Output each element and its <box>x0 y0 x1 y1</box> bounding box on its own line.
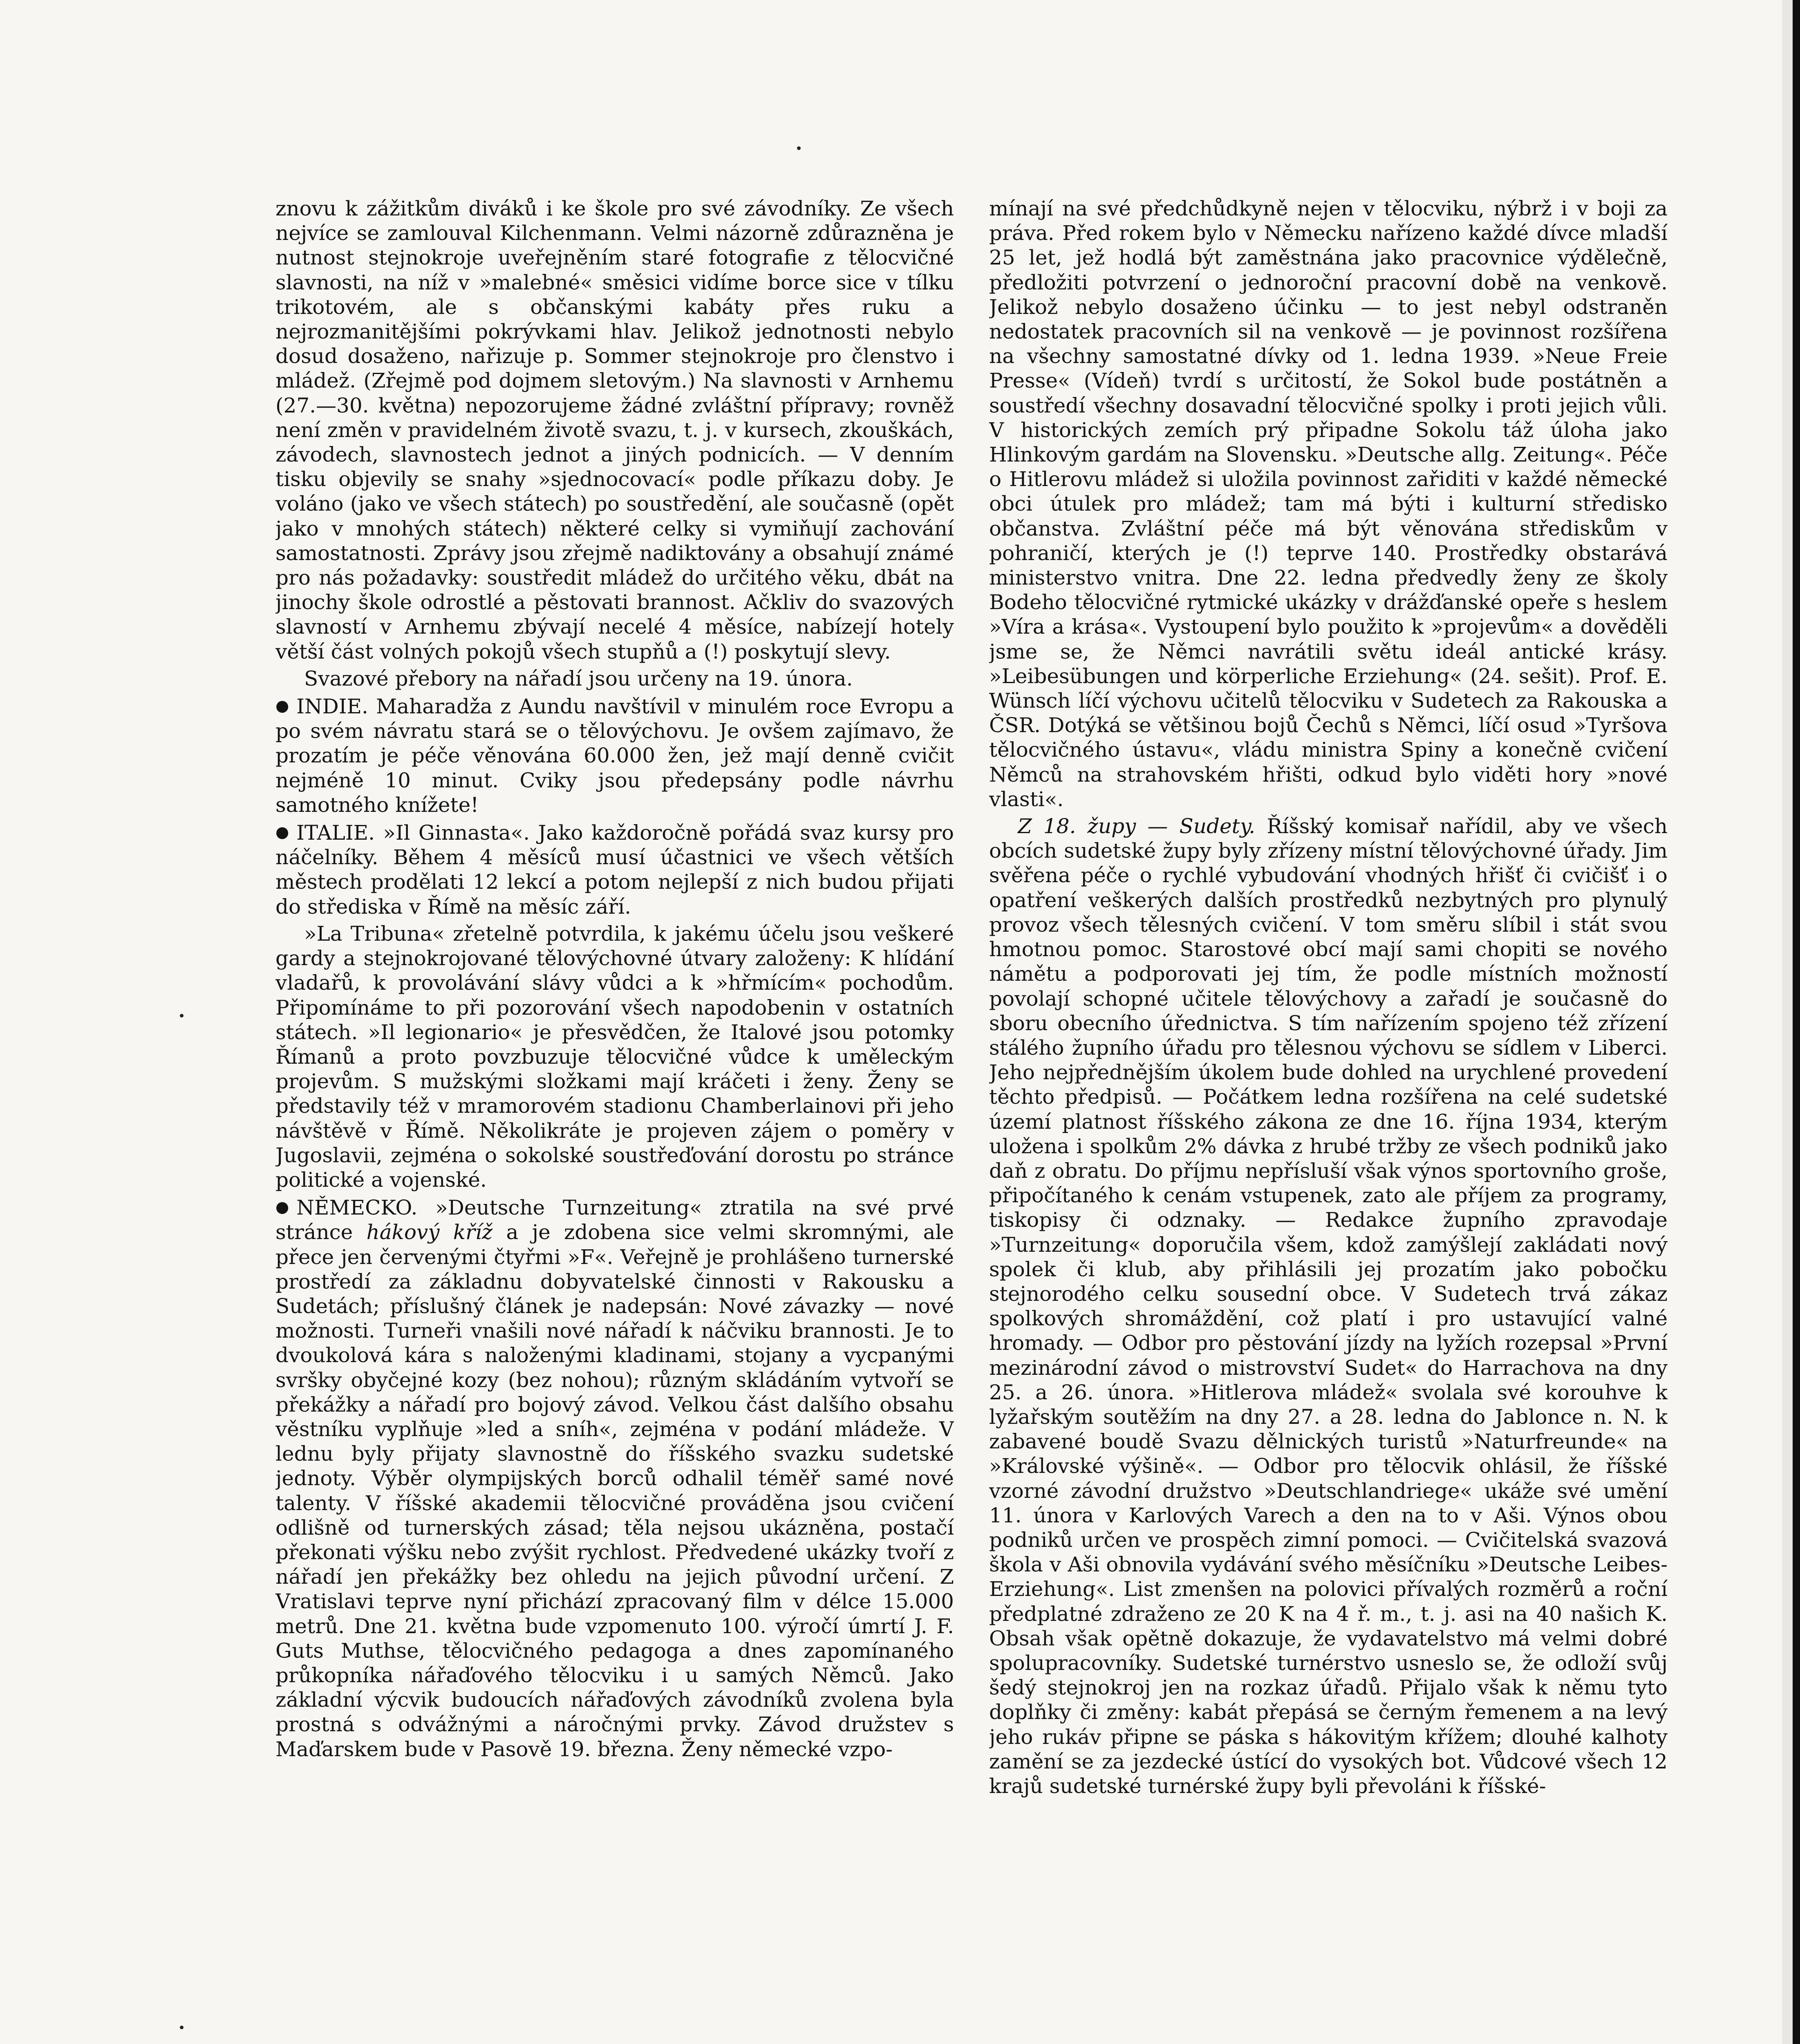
section-text: »Deutsche Turnzeitung« ztratila na své prvé stránce <box>275 1196 954 1244</box>
print-speck <box>180 2026 184 2029</box>
emphasis-text: hákový kříž <box>366 1220 493 1244</box>
paragraph: mínají na své předchůdkyně nejen v tělocviku, nýbrž i v boji za práva. Před rokem bylo v Německu nařízeno každé dívce mladší 25 let, jež hodlá být zaměstnána jako pracovnice výdělečně, předložiti potvrzení o jednoroční pracovní době na venkově. Jelikož nebylo dosaženo účinku — to jest nebyl odstraněn nedostatek pracovních sil na venkově — je povinnost rozšířena na všechny samostatné dívky od 1. ledna 1939. »Neue Freie Presse« (Vídeň) tvrdí s určitostí, že Sokol bude postátněn a soustředí všechny dosavadní tělocvičné spolky i proti jejich vůli. V historických zemích prý připadne Sokolu táž úloha jako Hlinkovým gardám na Slovensku. »Deutsche allg. Zeitung«. Péče o Hitlerovu mládež si uložila povinnost zařiditi v každé německé obci útulek pro mládež; tam má býti i kulturní středisko občanstva. Zvláštní péče má být věnována střediskům v pohraničí, kterých je (!) teprve 140. Prostředky obstarává ministerstvo vnitra. Dne 22. ledna předvedly ženy ze školy Bodeho tělocvičné rytmické ukázky v drážďanské opeře s heslem »Víra a krása«. Vystoupení bylo použito k »projevům« a dověděli jsme se, že Němci navrátili světu ideál antické krásy. »Leibesübungen und körperliche Erziehung« (24. sešit). Prof. E. Wünsch líčí výchovu učitelů tělocviku v Sudetech za Rakouska a ČSR. Dotýká se většinou bojů Čechů s Němci, líčí osud »Tyršova tělocvičného ústavu«, vládu ministra Spiny a konečně cvičení Němců na strahovském hřišti, odkud bylo viděti hory »nové vlasti«. <box>989 197 1668 811</box>
paragraph: Svazové přebory na nářadí jsou určeny na 19. února. <box>304 666 853 690</box>
section-text: »Il Ginnasta«. Jako každoročně pořádá svaz kursy pro náčelníky. Během 4 měsíců musí účastnici ve všech větších městech prodělati 12 lekcí a potom nejlepší z nich budou přijati do střediska v Římě na měsíc září. <box>275 821 954 919</box>
section-heading: ITALIE. <box>296 821 375 845</box>
bullet-icon: ● <box>275 697 289 715</box>
section-india <box>275 693 954 817</box>
left-column <box>275 196 954 2044</box>
page-edge <box>1793 0 1800 2044</box>
section-germany <box>275 1195 954 1762</box>
paragraph: »La Tribuna« zřetelně potvrdila, k jakému účelu jsou veškeré gardy a stejnokrojované tělovýchovné útvary založeny: K hlídání vladařů, k provolávání slávy vůdci a k »hřmícím« pochodům. Připomínáme to při pozorování všech napodobenin v ostatních státech. »Il legionario« je přesvědčen, že Italové jsou potomky Římanů a proto povzbuzuje tělocvičné vůdce k uměleckým projevům. S mužskými složkami mají kráčeti i ženy. Ženy se představily též v mramorovém stadionu Chamberlainovi při jeho návštěvě v Římě. Několikráte je projeven zájem o poměry v Jugoslavii, zejména o sokolské soustřeďování dorostu po stránce politické a vojenské. <box>275 921 954 1192</box>
section-text: a je zdobena sice velmi skromnými, ale přece jen červenými čtyřmi »F«. Veřejně je prohlášeno turnerské prostředí za základnu dobyvatelské činnosti v Rakousku a Sudetách; příslušný článek je nadepsán: Nové závazky — nové možnosti. Turneři vnašili nové nářadí k náčviku brannosti. Je to dvoukolová kára s naloženými kladinami, stojany a vycpanými svršky obyčejné kozy (bez nohou); různým skládáním vytvoří se překážky a nářadí pro bojový závod. Velkou část dalšího obsahu věstníku vyplňuje »led a sníh«, zejména v podání mládeže. V lednu byly přijaty slavnostně do říšského svazku sudetské jednoty. Výběr olympijských borců odhalil téměř samé nové talenty. V říšské akademii tělocvičné prováděna jsou cvičení odlišně od turnerských zásad; těla nejsou ukázněna, postačí překonati výšku nebo zvýšit rychlost. Předvedené ukázky tvoří z nářadí jen překážky bez ohledu na jejich původní určení. Z Vratislavi teprve nyní přichází zpracovaný film v délce 15.000 metrů. Dne 21. května bude vzpomenuto 100. výročí úmrtí J. F. Guts Muthse, tělocvičného pedagoga a dnes zapomínaného průkopníka nářaďového tělocviku i u samých Němců. Jako základní výcvik budoucích nářaďových závodníků zvolena byla prostná s odvážnými a náročnými prvky. Závod družstev s Maďarskem bude v Pasově 19. března. Ženy německé vzpo- <box>275 1220 954 1761</box>
print-speck <box>797 146 801 150</box>
paragraph: znovu k zážitkům diváků i ke škole pro své závodníky. Ze všech nejvíce se zamlouval Kilchenmann. Velmi názorně zdůrazněna je nutnost stejnokroje uveřejněním staré fotografie z tělocvičné slavnosti, na níž v »malebné« směsici vidíme borce sice v tílku trikotovém, ale s občanskými kabáty přes ruku a nejrozmanitějšími pokrývkami hlav. Jelikož jednotnosti nebylo dosud dosaženo, nařizuje p. Sommer stejnokroje pro členstvo i mládež. (Zřejmě pod dojmem sletovým.) Na slavnosti v Arnhemu (27.—30. května) nepozorujeme žádné zvláštní přípravy; rovněž není změn v pravidelném životě svazu, t. j. v kursech, zkouškách, závodech, slavnostech jednot a jiných podnicích. — V denním tisku objevily se snahy »sjednocovací« podle příkazu doby. Je voláno (jako ve všech státech) po soustředění, ale současně (opět jako v mnohých státech) některé celky si vymiňují zachování samostatnosti. Zprávy jsou zřejmě nadiktovány a obsahují známé pro nás požadavky: soustředit mládež do určitého věku, dbát na jinochy škole odrostlé a pěstovati brannost. Ačkliv do svazových slavností v Arnhemu zbývají necelé 4 měsíce, nabízejí hotely větší část volných pokojů všech stupňů a (!) poskytují slevy. <box>275 197 954 663</box>
section-heading: INDIE. <box>296 695 368 719</box>
section-text: Maharadža z Aundu navštívil v minulém roce Evropu a po svém návratu stará se o tělovýchovu. Je ovšem zajímavo, že prozatím je péče věnována 60.000 žen, jež mají denně cvičit nejméně 10 minut. Cviky jsou předepsány podle návrhu samotného knížete! <box>275 695 954 817</box>
print-speck <box>180 1014 184 1018</box>
page-edge-shadow <box>1782 0 1793 2044</box>
section-text: Říšský komisař nařídil, aby ve všech obcích sudetské župy byly zřízeny místní tělovýchovné úřady. Jim svěřena péče o rychlé vybudování vhodných hřišť či cvičišť i o opatření veškerých dalších prostředků nezbytných pro plynulý provoz všech tělesných cvičení. V tom směru slíbil i stát svou hmotnou pomoc. Starostové obcí mají sami chopiti se nového námětu a podporovati jej tím, že podle místních možností povolají schopné učitele tělovýchovy a zařadí je současně do sboru obecního úřednictva. S tím nařízením spojeno též zřízení stálého župního úřadu pro tělesnou výchovu se sídlem v Liberci. Jeho nejpřednějším úkolem bude dohled na urychlené provedení těchto předpisů. — Počátkem ledna rozšířena na celé sudetské území platnost říšského zákona ze dne 16. října 1934, kterým uložena i spolkům 2% dávka z hrubé tržby ze všech podniků jako daň z obratu. Do příjmu nepřísluší však výnos sportovního groše, připočítaného k cenám vstupenek, zato ale příjem za programy, tiskopisy či odznaky. — Redakce župního zpravodaje »Turnzeitung« doporučila všem, kdož zamýšlejí zakládati nový spolek či klub, aby přihlásili jej prozatím jako pobočku stejnorodého celku sousední obce. V Sudetech trvá zákaz spolkových shromáždění, což platí i pro ustavující valné hromady. — Odbor pro pěstování jízdy na lyžích rozepsal »První mezinárodní závod o mistrovství Sudet« do Harrachova na dny 25. a 26. února. »Hitlerova mládež« svolala své korouhve k lyžařským soutěžím na dny 27. a 28. ledna do Jablonce n. N. k zabavené boudě Svazu dělnických turistů »Naturfreunde« na »Královské výšině«. — Odbor pro tělocvik ohlásil, že říšské vzorné závodní družstvo »Deutschlandriege« ukáže své umění 11. února v Karlových Varech a den na to v Aši. Výnos obou podniků určen ve prospěch zimní pomoci. — Cvičitelská svazová škola v Aši obnovila vydávání svého měsíčníku »Deutsche Leibes-Erziehung«. List zmenšen na polovici přívalých rozměrů a roční předplatné zdraženo ze 20 K na 4 ř. m., t. j. asi na 40 našich K. Obsah však opětně dokazuje, že vydavatelstvo má velmi dobré spolupracovníky. Sudetské turnérstvo usneslo se, že odloží svůj šedý stejnokroj jen na rozkaz úřadů. Přijalo však k němu tyto doplňky či změny: kabát přepásá se černým řemenem a na levý jeho rukáv připne se páska s hákovitým křížem; dlouhé kalhoty zamění se za jezdecké ústící do vysokých bot. Vůdcové všech 12 krajů sudetské turnérské župy byli převoláni k říšské- <box>989 814 1668 1798</box>
section-heading: NĚMECKO. <box>296 1196 418 1220</box>
section-italy <box>275 820 954 919</box>
right-column <box>989 196 1668 2044</box>
section-heading: Z 18. župy — Sudety. <box>1018 814 1256 838</box>
bullet-icon: ● <box>275 823 289 841</box>
bullet-icon: ● <box>275 1198 289 1216</box>
section-sudety <box>989 814 1668 1798</box>
